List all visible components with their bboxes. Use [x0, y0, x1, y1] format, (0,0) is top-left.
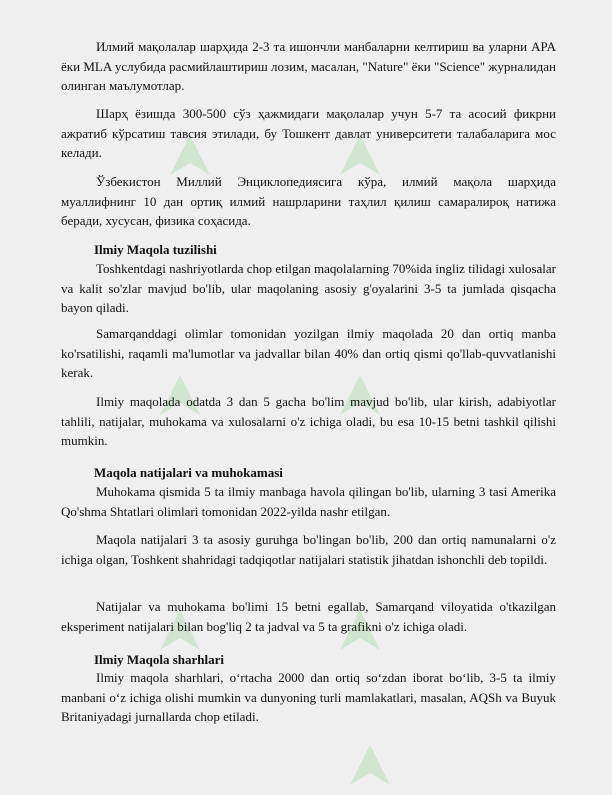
paragraph: Muhokama qismida 5 ta ilmiy manbaga havola qilingan bo'lib, ularning 3 tasi Amerika Qo'shma Shtatlari olimlari tomonidan 2022-yilda nashr etilgan. [61, 484, 556, 519]
paragraph: Maqola natijalari 3 ta asosiy guruhga bo'lingan bo'lib, 200 dan ortiq namunalarni o'z ichiga olgan, Toshkent shahridagi tadqiqotlar natijalari statistik jihatdan ishonchli deb topildi. [61, 532, 556, 567]
section-heading: Maqola natijalari va muhokamasi [94, 465, 283, 480]
paragraph: Ўзбекистон Миллий Энциклопедиясига кўра, илмий мақола шарҳида муаллифнинг 10 дан ортиқ илмий нашрларини таҳлил қилиш самаралироқ натижа беради, хусусан, физика соҳасида. [61, 174, 556, 228]
watermark-logo-icon [340, 735, 400, 795]
paragraph: Шарҳ ёзишда 300-500 сўз ҳажмидаги мақолалар учун 5-7 та асосий фикрни ажратиб кўрсатиш тавсия этилади, бу Тошкент давлат университети талабаларига мос келади. [61, 106, 556, 160]
paragraph: Илмий мақолалар шарҳида 2-3 та ишончли манбаларни келтириш ва уларни APA ёки MLA услубида расмийлаштириш лозим, масалан, "Nature" ёки "Science" журналидан олинган маълумотлар. [61, 39, 556, 93]
paragraph: Samarqanddagi olimlar tomonidan yozilgan ilmiy maqolada 20 dan ortiq manba ko'rsatilishi, raqamli ma'lumotlar va jadvallar bilan 40% dan ortiq qismi qo'llab-quvvatlanishi kerak. [61, 326, 556, 380]
section-heading: Ilmiy Maqola sharhlari [94, 652, 225, 667]
paragraph: Ilmiy maqola sharhlari, o‘rtacha 2000 dan ortiq so‘zdan iborat bo‘lib, 3-5 ta ilmiy manbani o‘z ichiga olishi mumkin va dunyoning turli mamlakatlari, masalan, AQSh va Buyuk Britaniyadagi jurnallarda chop etiladi. [61, 670, 556, 724]
section-heading: Ilmiy Maqola tuzilishi [94, 242, 217, 257]
paragraph: Natijalar va muhokama bo'limi 15 betni egallab, Samarqand viloyatida o'tkazilgan eksperiment natijalari bilan bog'liq 2 ta jadval va 5 ta grafikni o'z ichiga oladi. [61, 599, 556, 634]
paragraph: Toshkentdagi nashriyotlarda chop etilgan maqolalarning 70%ida ingliz tilidagi xulosalar va kalit so'zlar mavjud bo'lib, ular maqolaning asosiy g'oyalarini 3-5 ta jumlada qisqacha bayon qiladi. [61, 261, 556, 315]
paragraph: Ilmiy maqolada odatda 3 dan 5 gacha bo'lim mavjud bo'lib, ular kirish, adabiyotlar tahlili, natijalar, muhokama va xulosalarni o'z ichiga oladi, bu esa 10-15 betni tashkil qilishi mumkin. [61, 394, 556, 448]
